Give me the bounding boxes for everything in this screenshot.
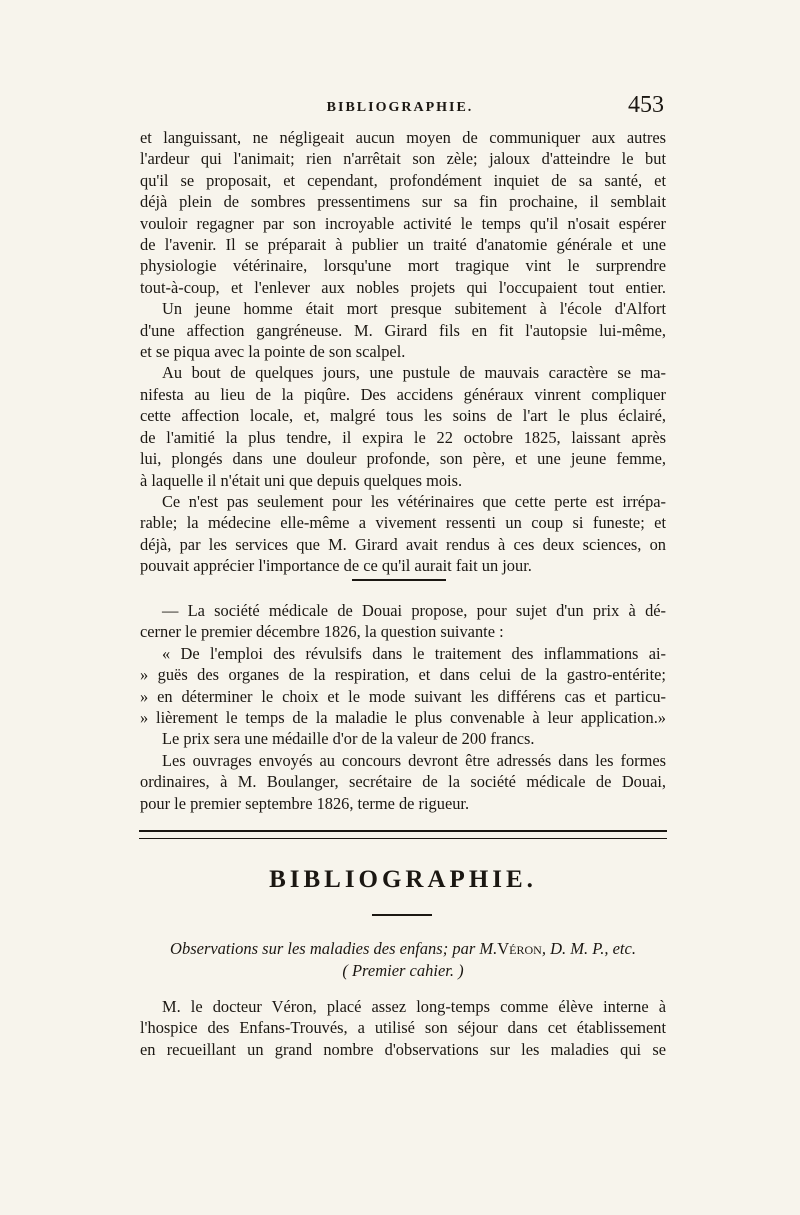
text-line: cerner le premier décembre 1826, la question suivante : xyxy=(140,622,504,642)
review-title-suffix: , D. M. P., etc. xyxy=(541,939,636,958)
running-head: BIBLIOGRAPHIE. xyxy=(326,100,474,115)
text-line: » lièrement le temps de la maladie le plus convenable à leur application.» xyxy=(140,708,666,728)
text-line: » en déterminer le choix et le mode suivant les différens cas et particu- xyxy=(140,686,666,706)
text-line: — La société médicale de Douai propose, pour sujet d'un prix à dé- xyxy=(162,601,666,620)
obituary-text-block xyxy=(140,127,666,577)
text-line: en recueillant un grand nombre d'observations sur les maladies qui se xyxy=(140,1039,666,1059)
review-subtitle: ( Premier cahier. ) xyxy=(342,961,464,980)
text-line: déjà plein de sombres pressentimens sur sa fin prochaine, il semblait xyxy=(140,192,666,212)
text-line: Au bout de quelques jours, une pustule de mauvais caractère se ma- xyxy=(162,363,666,383)
review-title-text: Observations sur les maladies des enfans; par M. xyxy=(170,939,498,958)
review-author: Véron xyxy=(497,939,542,958)
text-line: Le prix sera une médaille d'or de la valeur de 200 francs. xyxy=(162,729,535,749)
page-number: 453 xyxy=(628,92,664,118)
text-line: Un jeune homme était mort presque subitement à l'école d'Alfort xyxy=(162,299,666,319)
prize-announcement-block xyxy=(140,600,666,814)
text-line: cette affection locale, et, malgré tous les soins de l'art le plus éclairé, xyxy=(140,406,666,426)
text-line: tout-à-coup, et l'enlever aux nobles projets qui l'occupaient tout entier. xyxy=(140,277,666,297)
text-line: de l'avenir. Il se préparait à publier un traité d'anatomie générale et une xyxy=(140,235,666,255)
text-line: rable; la médecine elle-même a vivement ressenti un coup si funeste; et xyxy=(140,513,666,533)
double-rule-divider xyxy=(139,830,667,839)
text-line: d'une affection gangréneuse. M. Girard fils en fit l'autopsie lui-même, xyxy=(140,320,666,340)
text-line: lui, plongés dans une douleur profonde, son père, et une jeune femme, xyxy=(140,449,666,469)
text-line: l'ardeur qui l'animait; rien n'arrêtait son zèle; jaloux d'atteindre le but xyxy=(140,149,666,169)
text-line: et se piqua avec la pointe de son scalpel. xyxy=(140,342,406,362)
text-line: « De l'emploi des révulsifs dans le traitement des inflammations ai- xyxy=(162,643,666,663)
heading-divider xyxy=(372,914,432,916)
text-line: pouvait apprécier l'importance de ce qu'il aurait fait un jour. xyxy=(140,556,532,576)
text-line: et languissant, ne négligeait aucun moyen de communiquer aux autres xyxy=(140,128,666,147)
text-line: qu'il se proposait, et cependant, profondément inquiet de sa santé, et xyxy=(140,170,666,190)
review-title xyxy=(140,938,666,982)
section-heading: BIBLIOGRAPHIE. xyxy=(269,866,537,893)
text-line: de l'amitié la plus tendre, il expira le 22 octobre 1825, laissant après xyxy=(140,427,666,447)
text-line: M. le docteur Véron, placé assez long-temps comme élève interne à xyxy=(162,997,666,1016)
text-line: physiologie vétérinaire, lorsqu'une mort tragique vint le surprendre xyxy=(140,256,666,276)
text-line: » guës des organes de la respiration, et dans celui de la gastro-entérite; xyxy=(140,665,666,685)
text-line: vouloir regagner par son incroyable activité le temps qu'il n'osait espérer xyxy=(140,213,666,233)
section-divider xyxy=(352,579,446,581)
text-line: Les ouvrages envoyés au concours devront être adressés dans les formes xyxy=(162,750,666,770)
text-line: nifesta au lieu de la piqûre. Des accidens généraux vinrent compliquer xyxy=(140,384,666,404)
text-line: l'hospice des Enfans-Trouvés, a utilisé son séjour dans cet établissement xyxy=(140,1018,666,1038)
text-line: ordinaires, à M. Boulanger, secrétaire de la société médicale de Douai, xyxy=(140,772,666,792)
text-line: à laquelle il n'était uni que depuis quelques mois. xyxy=(140,470,463,490)
text-line: Ce n'est pas seulement pour les vétérinaires que cette perte est irrépa- xyxy=(162,491,666,511)
review-text-block xyxy=(140,996,666,1060)
text-line: pour le premier septembre 1826, terme de rigueur. xyxy=(140,793,470,813)
text-line: déjà, par les services que M. Girard avait rendus à ces deux sciences, on xyxy=(140,534,666,554)
